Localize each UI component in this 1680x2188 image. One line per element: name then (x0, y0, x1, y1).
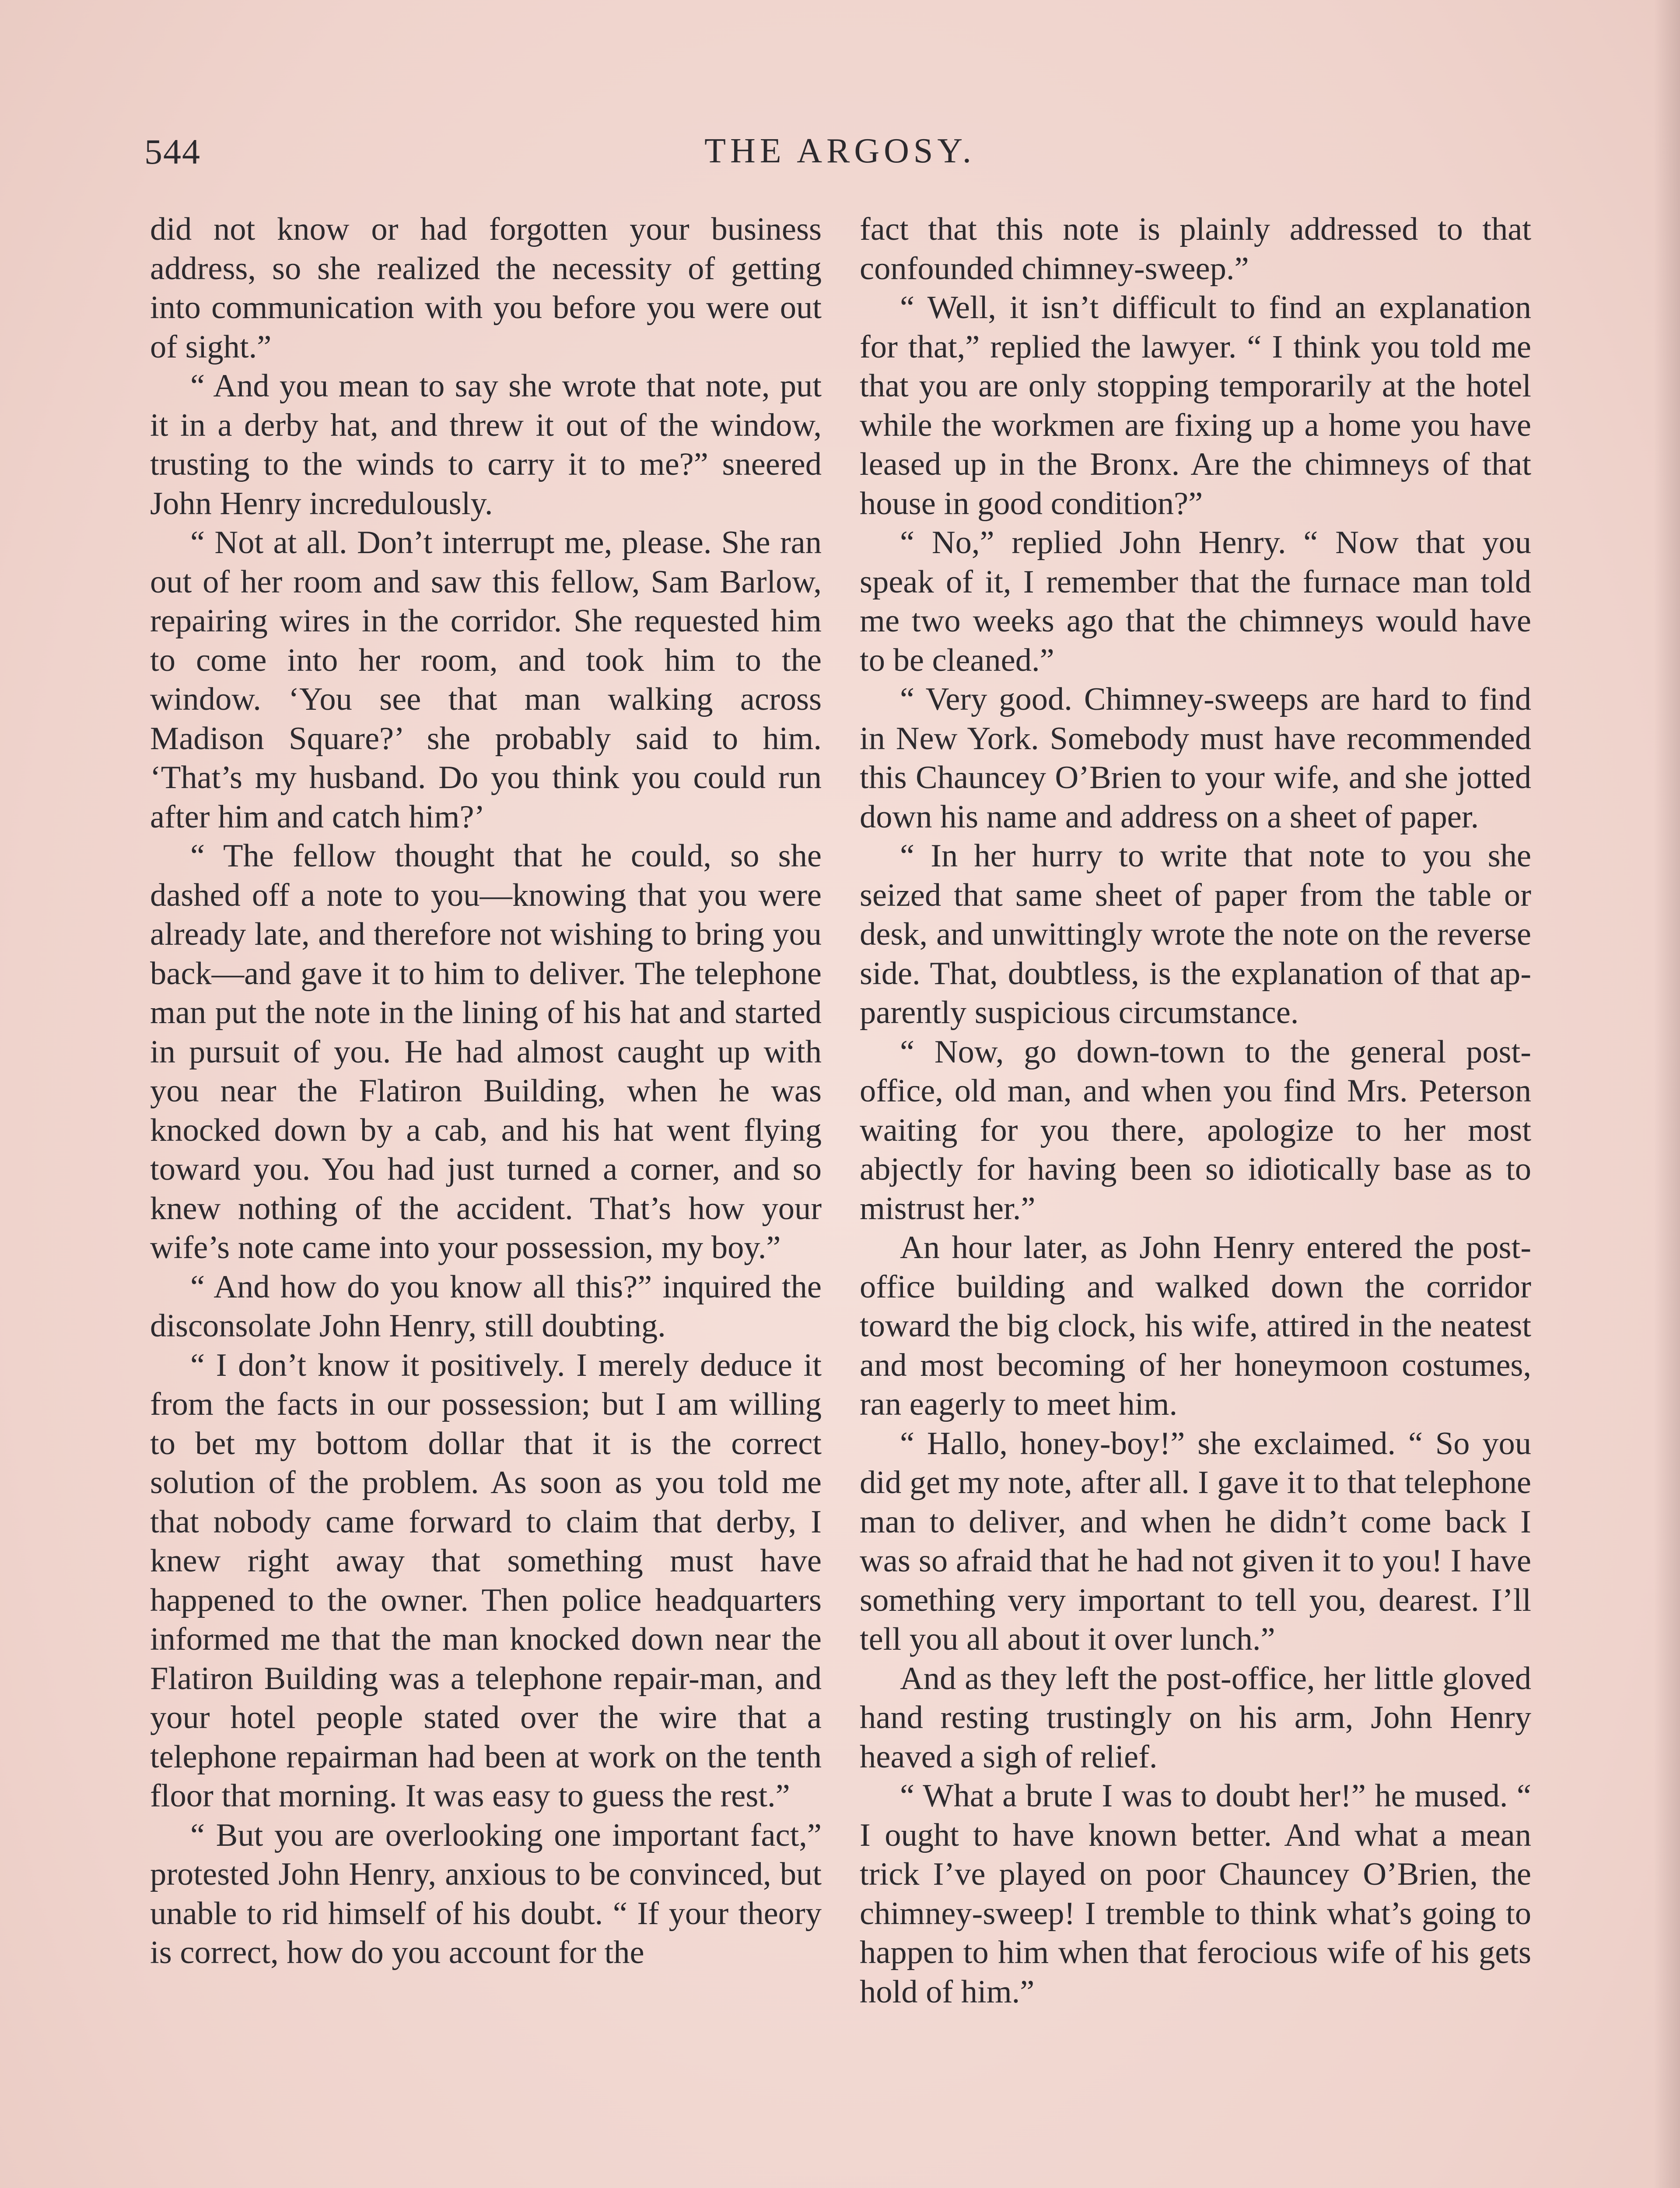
running-title: THE ARGOSY. (704, 132, 976, 170)
page-header (144, 131, 1536, 179)
paragraph: “ I don’t know it positively. I merely deduce it from the facts in our possession; but I am willing to bet my bottom dollar that it is the correct solution of the problem. As soon as you told me that nobody came forward to claim that derby, I knew right away that something must have happened to the owner. Then police headquarters informed me that the man knocked down near the Flatiron Building was a telephone repair-man, and your hotel people stated over the wire that a telephone repairman had been at work on the tenth floor that morning. It was easy to guess the rest.” (150, 1347, 822, 1814)
paragraph: “ What a brute I was to doubt her!” he mused. “ I ought to have known better. And what a mean trick I’ve played on poor Chauncey O’Brien, the chimney-sweep! I tremble to think what’s going to happen to him when that ferocious wife of his gets hold of him.” (860, 1778, 1531, 2010)
paragraph: And as they left the post-office, her little gloved hand resting trustingly on his arm, John Henry heaved a sigh of relief. (860, 1660, 1531, 1775)
paragraph: “ Well, it isn’t difficult to find an explanation for that,” replied the lawyer. “ I think you told me that you are only stopping temporarily at the hotel while the workmen are fixing up a home you have leased up in the Bronx. Are the chimneys of that house in good condition?” (860, 290, 1531, 522)
paragraph: “ Now, go down-town to the general post-office, old man, and when you find Mrs. Peterson waiting for you there, apologize to her most abjectly for having been so idiotically base as to mistrust her.” (860, 1034, 1531, 1227)
paragraph: “ No,” replied John Henry. “ Now that you speak of it, I remember that the furnace man told me two weeks ago that the chimneys would have to be cleaned.” (860, 525, 1531, 678)
paragraph: “ And how do you know all this?” inquired the disconsolate John Henry, still doubting. (150, 1269, 822, 1344)
paragraph: “ Not at all. Don’t interrupt me, please. She ran out of her room and saw this fellow, Sam Barlow, repairing wires in the corridor. She requested him to come into her room, and took him to the window. ‘You see that man walking across Madison Square?’ she probably said to him. ‘That’s my husband. Do you think you could run after him and catch him?’ (150, 525, 822, 835)
paragraph: “ Very good. Chimney-sweeps are hard to find in New York. Somebody must have recommended this Chauncey O’Brien to your wife, and she jotted down his name and address on a sheet of paper. (860, 681, 1531, 835)
paragraph: “ In her hurry to write that note to you she seized that same sheet of paper from the table or desk, and unwittingly wrote the note on the reverse side. That, doubtless, is the explanation of that apparently suspicious circumstance. (860, 838, 1531, 1031)
left-text-column (150, 210, 822, 1973)
right-text-column (860, 210, 1531, 2012)
page-edge-shadow (1654, 0, 1680, 2188)
paragraph: “ Hallo, honey-boy!” she exclaimed. “ So you did get my note, after all. I gave it to that telephone man to deliver, and when he didn’t come back I was so afraid that he had not given it to you! I have something very important to tell you, dearest. I’ll tell you all about it over lunch.” (860, 1425, 1531, 1657)
page-number: 544 (144, 132, 201, 172)
paragraph: “ But you are overlooking one important fact,” protested John Henry, anxious to be convinced, but unable to rid himself of his doubt. “ If your theory is correct, how do you account for the (150, 1817, 822, 1971)
paragraph: “ And you mean to say she wrote that note, put it in a derby hat, and threw it out of the window, trusting to the winds to carry it to me?” sneered John Henry incredulously. (150, 368, 822, 522)
paragraph: An hour later, as John Henry entered the post-office building and walked down the corridor toward the big clock, his wife, attired in the neatest and most becoming of her honeymoon costumes, ran eagerly to meet him. (860, 1230, 1531, 1422)
paragraph: fact that this note is plainly addressed to that confounded chimney-sweep.” (860, 211, 1531, 287)
paragraph: “ The fellow thought that he could, so she dashed off a note to you—knowing that you were already late, and therefore not wishing to bring you back—and gave it to him to deliver. The telephone man put the note in the lining of his hat and started in pursuit of you. He had almost caught up with you near the Flatiron Building, when he was knocked down by a cab, and his hat went flying toward you. You had just turned a corner, and so knew nothing of the accident. That’s how your wife’s note came into your possession, my boy.” (150, 838, 822, 1266)
paragraph: did not know or had forgotten your business address, so she realized the necessity of getting into communication with you before you were out of sight.” (150, 211, 822, 365)
